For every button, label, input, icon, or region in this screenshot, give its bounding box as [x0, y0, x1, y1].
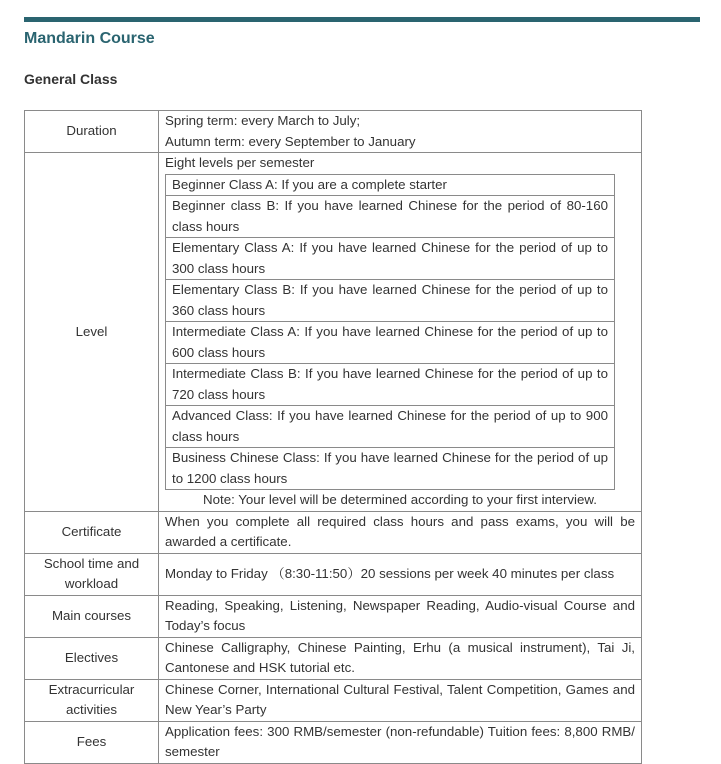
certificate-value: When you complete all required class hours and pass exams, you will be awarded a certificate.	[159, 511, 642, 553]
level-row	[166, 448, 615, 490]
table-row-electives	[25, 637, 642, 679]
row-label: Electives	[25, 637, 159, 679]
level-item: Intermediate Class A: If you have learned Chinese for the period of up to 600 class hours	[166, 322, 615, 364]
level-item: Advanced Class: If you have learned Chinese for the period of up to 900 class hours	[166, 406, 615, 448]
level-row	[166, 196, 615, 238]
school-time-value: Monday to Friday （8:30-11:50）20 sessions per week 40 minutes per class	[159, 553, 642, 595]
level-row	[166, 174, 615, 196]
table-row-extracurricular	[25, 679, 642, 721]
levels-table	[165, 174, 615, 491]
header-divider	[24, 17, 700, 22]
electives-value: Chinese Calligraphy, Chinese Painting, Erhu (a musical instrument), Tai Ji, Cantonese and HSK tutorial etc.	[159, 637, 642, 679]
level-value	[159, 153, 642, 512]
level-item: Intermediate Class B: If you have learned Chinese for the period of up to 720 class hours	[166, 364, 615, 406]
row-label: Fees	[25, 721, 159, 763]
course-info-table	[24, 110, 642, 764]
page-title: Mandarin Course	[24, 30, 155, 47]
level-intro: Eight levels per semester	[165, 155, 315, 170]
table-row-school-time	[25, 553, 642, 595]
table-row-duration	[25, 111, 642, 153]
level-item: Beginner Class A: If you are a complete starter	[166, 174, 615, 196]
table-row-level	[25, 153, 642, 512]
row-label: Extracurricular activities	[25, 679, 159, 721]
extracurricular-value: Chinese Corner, International Cultural Festival, Talent Competition, Games and New Year’s Party	[159, 679, 642, 721]
row-label: School time and workload	[25, 553, 159, 595]
row-label: Certificate	[25, 511, 159, 553]
level-row	[166, 364, 615, 406]
row-label: Level	[25, 153, 159, 512]
level-item: Business Chinese Class: If you have learned Chinese for the period of up to 1200 class hours	[166, 448, 615, 490]
level-row	[166, 280, 615, 322]
level-note: Note: Your level will be determined according to your first interview.	[203, 492, 597, 507]
section-title: General Class	[24, 71, 118, 87]
level-item: Beginner class B: If you have learned Chinese for the period of 80-160 class hours	[166, 196, 615, 238]
row-label: Main courses	[25, 595, 159, 637]
duration-autumn: Autumn term: every September to January	[165, 133, 416, 149]
level-row	[166, 238, 615, 280]
duration-value	[159, 111, 642, 153]
row-label: Duration	[25, 111, 159, 153]
level-row	[166, 406, 615, 448]
table-row-fees	[25, 721, 642, 763]
level-item: Elementary Class A: If you have learned Chinese for the period of up to 300 class hours	[166, 238, 615, 280]
level-item: Elementary Class B: If you have learned Chinese for the period of up to 360 class hours	[166, 280, 615, 322]
table-row-main-courses	[25, 595, 642, 637]
fees-value: Application fees: 300 RMB/semester (non-refundable) Tuition fees: 8,800 RMB/ semester	[159, 721, 642, 763]
level-row	[166, 322, 615, 364]
main-courses-value: Reading, Speaking, Listening, Newspaper Reading, Audio-visual Course and Today’s focus	[159, 595, 642, 637]
duration-spring: Spring term: every March to July;	[165, 113, 361, 128]
table-row-certificate	[25, 511, 642, 553]
